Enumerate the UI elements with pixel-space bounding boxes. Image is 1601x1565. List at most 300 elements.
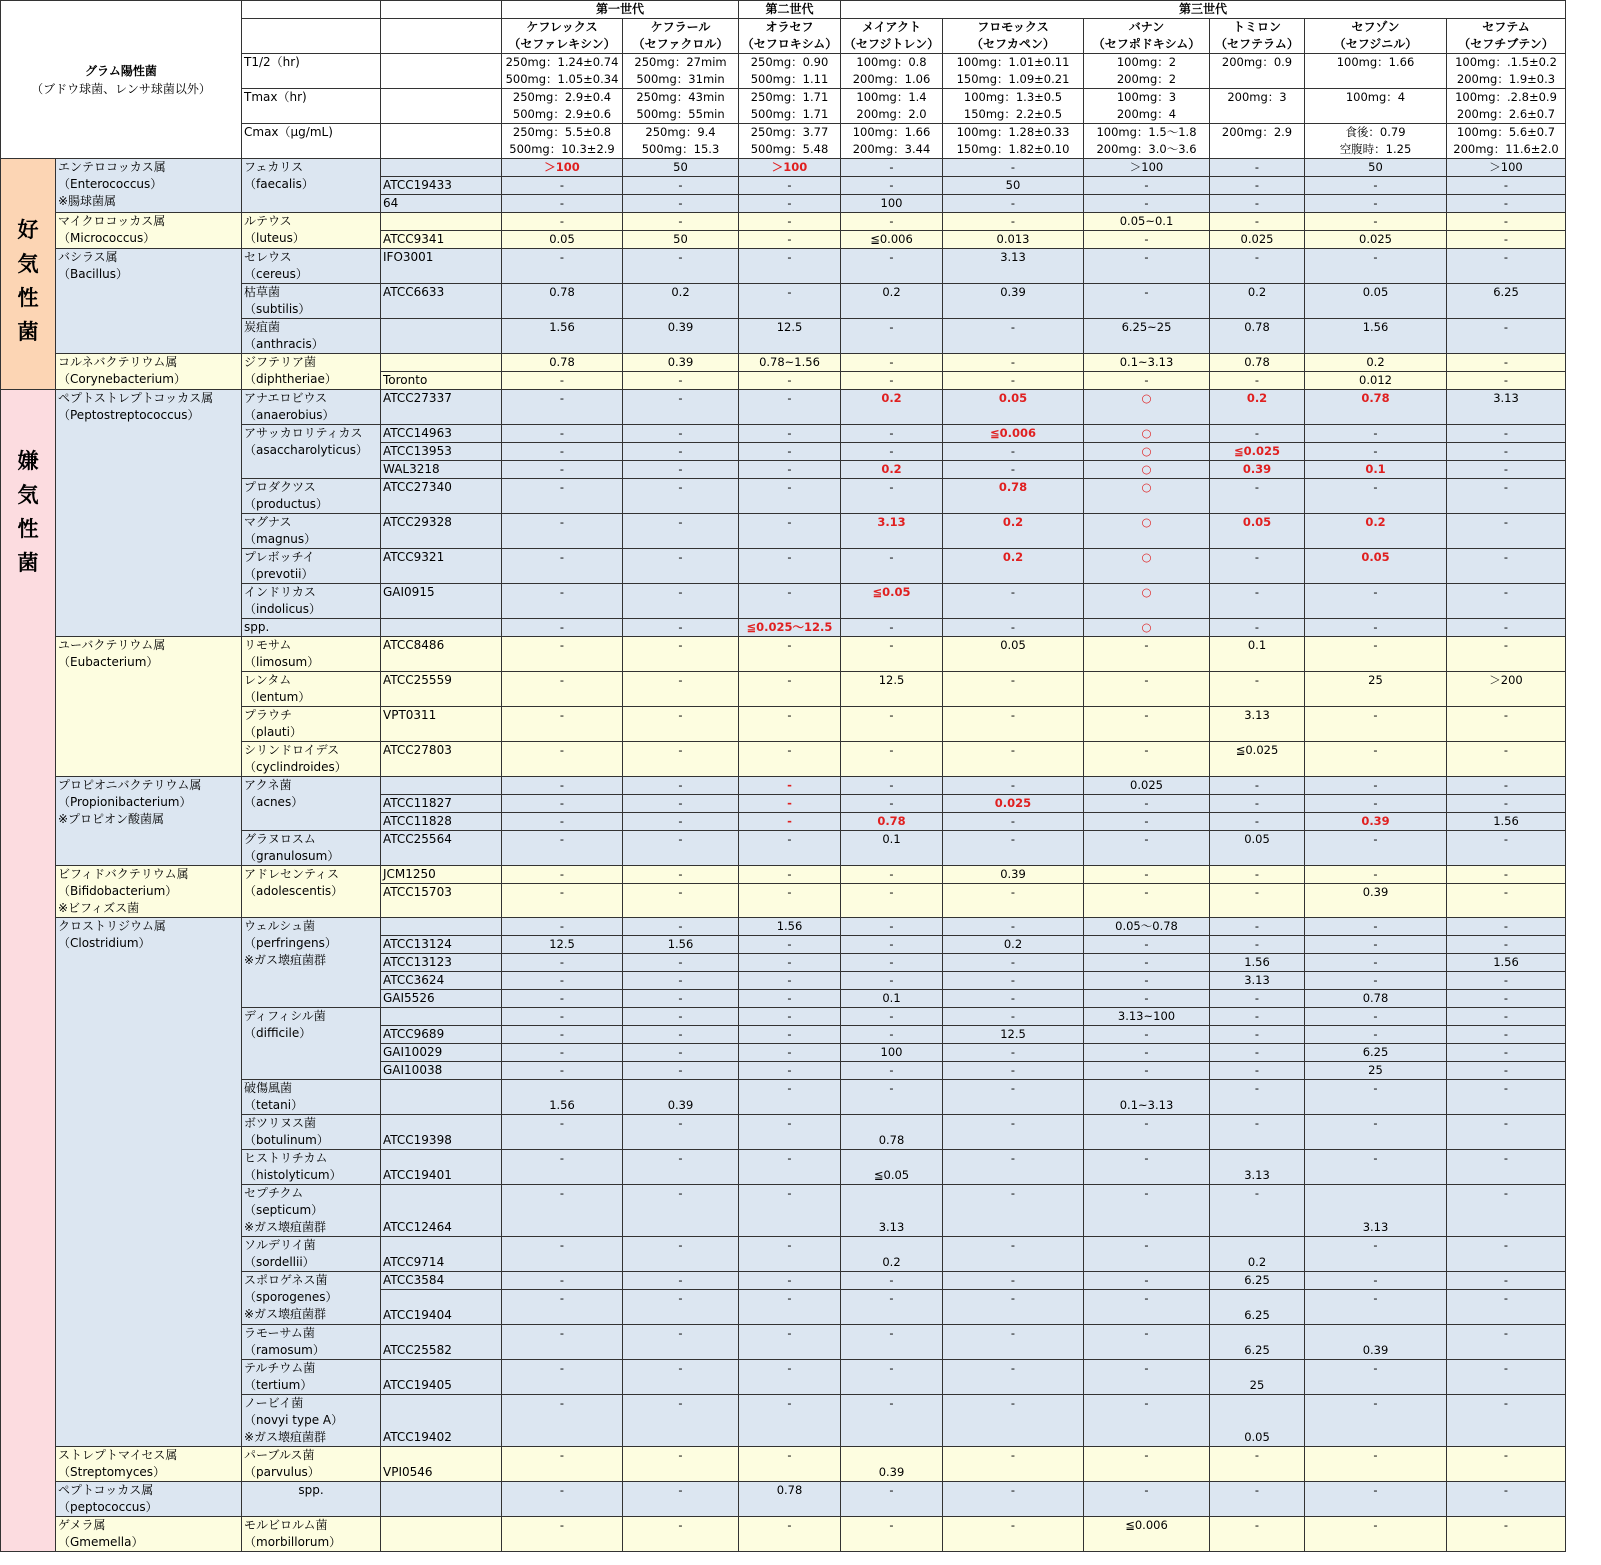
- mic-value: -: [1084, 866, 1210, 884]
- mic-value: -: [739, 1150, 841, 1185]
- strain-id: [381, 1080, 502, 1115]
- mic-value: 0.78~1.56: [739, 354, 841, 372]
- mic-value: -: [1447, 831, 1566, 866]
- mic-value: -: [1210, 813, 1305, 831]
- table-row: [1, 1482, 1566, 1517]
- mic-value: ≦0.025: [1210, 742, 1305, 777]
- mic-value: 0.05: [1210, 1395, 1305, 1447]
- mic-value: 0.2: [841, 461, 943, 479]
- table-row: [1, 777, 1566, 795]
- mic-value: -: [1447, 1447, 1566, 1482]
- mic-value: 1.56: [1447, 954, 1566, 972]
- mic-value: -: [502, 1185, 623, 1237]
- mic-value: -: [739, 514, 841, 549]
- mic-value: 12.5: [943, 1026, 1084, 1044]
- mic-value: -: [1084, 1482, 1210, 1517]
- strain-id: ATCC6633: [381, 284, 502, 319]
- mic-value: -: [739, 1290, 841, 1325]
- mic-value: 0.1~3.13: [1084, 1080, 1210, 1115]
- mic-value: 0.05: [943, 390, 1084, 425]
- mic-value: -: [1305, 1290, 1447, 1325]
- pk-value: 100mg：.2.8±0.9 200mg：2.6±0.7: [1447, 89, 1566, 124]
- mic-value: ≦0.05: [841, 584, 943, 619]
- mic-value: -: [623, 990, 739, 1008]
- mic-value: -: [1084, 1185, 1210, 1237]
- genus-name: ユーバクテリウム属 （Eubacterium）: [56, 637, 242, 777]
- genus-name: エンテロコッカス属 （Enterococcus） ※腸球菌属: [56, 159, 242, 213]
- mic-value: -: [943, 1272, 1084, 1290]
- species-name: レンタム （lentum）: [242, 672, 381, 707]
- mic-value: 3.13~100: [1084, 1008, 1210, 1026]
- mic-value: -: [502, 1150, 623, 1185]
- mic-value: -: [1305, 479, 1447, 514]
- mic-value: -: [623, 461, 739, 479]
- mic-value: -: [739, 1044, 841, 1062]
- mic-value: 0.2: [841, 390, 943, 425]
- mic-value: -: [1447, 1026, 1566, 1044]
- mic-value: -: [1210, 1115, 1305, 1150]
- strain-id: IFO3001: [381, 249, 502, 284]
- mic-value: -: [1210, 1026, 1305, 1044]
- mic-value: 0.1: [841, 990, 943, 1008]
- mic-value: 1.56: [1447, 813, 1566, 831]
- mic-value: 0.1: [841, 831, 943, 866]
- mic-value: -: [1210, 549, 1305, 584]
- mic-value: -: [739, 549, 841, 584]
- mic-value: -: [1210, 213, 1305, 231]
- mic-value: -: [841, 1272, 943, 1290]
- mic-value: -: [623, 1482, 739, 1517]
- strain-id: GAI5526: [381, 990, 502, 1008]
- mic-value: -: [943, 707, 1084, 742]
- table-row: [1, 159, 1566, 177]
- mic-value: -: [502, 443, 623, 461]
- mic-value: -: [1084, 1062, 1210, 1080]
- strain-id: ATCC13123: [381, 954, 502, 972]
- mic-value: -: [1305, 443, 1447, 461]
- mic-value: -: [502, 884, 623, 918]
- mic-value: -: [1447, 195, 1566, 213]
- strain-id: ATCC19404: [381, 1290, 502, 1325]
- pk-value: 200mg：3: [1210, 89, 1305, 124]
- mic-value: -: [623, 831, 739, 866]
- mic-value: -: [1305, 1008, 1447, 1026]
- mic-value: -: [623, 177, 739, 195]
- species-name: モルビロルム菌 （morbillorum）: [242, 1517, 381, 1552]
- mic-value: -: [841, 213, 943, 231]
- mic-value: 0.05~0.1: [1084, 213, 1210, 231]
- pk-value: 100mg：1.66 200mg：3.44: [841, 124, 943, 159]
- mic-value: -: [1084, 1272, 1210, 1290]
- species-name: ウェルシュ菌 （perfringens） ※ガス壊疽菌群: [242, 918, 381, 1008]
- mic-value: -: [943, 954, 1084, 972]
- mic-value: -: [1210, 1185, 1305, 1237]
- mic-value: -: [943, 1360, 1084, 1395]
- mic-value: -: [623, 1325, 739, 1360]
- pk-value: 200mg：0.9: [1210, 54, 1305, 89]
- species-name: グラヌロスム （granulosum）: [242, 831, 381, 866]
- mic-value: 0.39: [943, 866, 1084, 884]
- mic-value: -: [502, 177, 623, 195]
- mic-value: -: [1305, 1237, 1447, 1272]
- mic-value: -: [841, 619, 943, 637]
- species-name: プロダクツス （productus）: [242, 479, 381, 514]
- mic-value: -: [623, 514, 739, 549]
- mic-value: 3.13: [1305, 1185, 1447, 1237]
- mic-value: -: [739, 972, 841, 990]
- pk-value: 100mg：0.8 200mg：1.06: [841, 54, 943, 89]
- mic-value: -: [1447, 354, 1566, 372]
- mic-value: -: [739, 284, 841, 319]
- strain-id: ATCC8486: [381, 637, 502, 672]
- mic-value: -: [739, 213, 841, 231]
- mic-value: -: [623, 1517, 739, 1552]
- mic-value: -: [739, 795, 841, 813]
- mic-value: -: [502, 249, 623, 284]
- mic-value: -: [943, 159, 1084, 177]
- mic-value: -: [1447, 742, 1566, 777]
- mic-value: -: [1447, 1044, 1566, 1062]
- mic-value: -: [739, 1325, 841, 1360]
- mic-value: -: [1210, 159, 1305, 177]
- category-aerobic: 好 気 性 菌: [1, 159, 56, 390]
- mic-value: -: [1447, 319, 1566, 354]
- mic-value: -: [1305, 954, 1447, 972]
- mic-value: 0.2: [841, 284, 943, 319]
- mic-value: 3.13: [1210, 707, 1305, 742]
- mic-value: ≦0.05: [841, 1150, 943, 1185]
- mic-value: 0.05: [1305, 549, 1447, 584]
- mic-value: -: [1447, 514, 1566, 549]
- mic-value: -: [623, 1185, 739, 1237]
- table-row: [1, 213, 1566, 231]
- strain-id: 64: [381, 195, 502, 213]
- mic-value: ○: [1084, 549, 1210, 584]
- mic-value: -: [739, 249, 841, 284]
- mic-value: -: [841, 249, 943, 284]
- mic-value: -: [943, 1062, 1084, 1080]
- mic-value: -: [1447, 177, 1566, 195]
- mic-value: 0.1~3.13: [1084, 354, 1210, 372]
- drug-header: メイアクト （セフジトレン）: [841, 19, 943, 54]
- species-name: パーブルス菌 （parvulus）: [242, 1447, 381, 1482]
- mic-value: -: [841, 1080, 943, 1115]
- mic-value: -: [502, 1360, 623, 1395]
- mic-value: -: [739, 479, 841, 514]
- strain-id: ATCC11828: [381, 813, 502, 831]
- pk-value: 100mg：3 200mg：4: [1084, 89, 1210, 124]
- pk-value: 250mg：27mim 500mg：31min: [623, 54, 739, 89]
- mic-value: -: [739, 1360, 841, 1395]
- genus-name: コルネバクテリウム属 （Corynebacterium）: [56, 354, 242, 390]
- mic-value: 6.25: [1447, 284, 1566, 319]
- mic-value: -: [1210, 1482, 1305, 1517]
- species-name: ボツリヌス菌 （botulinum）: [242, 1115, 381, 1150]
- pk-value: 100mg：2 200mg：2: [1084, 54, 1210, 89]
- mic-value: -: [841, 1008, 943, 1026]
- mic-value: 3.13: [841, 1185, 943, 1237]
- mic-value: -: [1447, 866, 1566, 884]
- mic-value: -: [739, 1080, 841, 1115]
- mic-value: -: [943, 461, 1084, 479]
- mic-value: -: [1305, 1080, 1447, 1115]
- mic-value: ≦0.006: [1084, 1517, 1210, 1552]
- mic-value: -: [739, 1026, 841, 1044]
- species-name: ルテウス （luteus）: [242, 213, 381, 249]
- mic-value: -: [502, 742, 623, 777]
- mic-value: -: [841, 1482, 943, 1517]
- mic-value: -: [1447, 1517, 1566, 1552]
- strain-id: ATCC27337: [381, 390, 502, 425]
- mic-value: -: [943, 372, 1084, 390]
- mic-value: -: [1305, 1150, 1447, 1185]
- table-subtitle: （ブドウ球菌、レンサ球菌以外）: [31, 81, 211, 96]
- mic-value: -: [841, 1517, 943, 1552]
- mic-value: -: [943, 319, 1084, 354]
- pk-value: 100mg：1.01±0.11 150mg：1.09±0.21: [943, 54, 1084, 89]
- pk-value: 250mg：0.90 500mg：1.11: [739, 54, 841, 89]
- mic-value: -: [841, 354, 943, 372]
- strain-id: ATCC13124: [381, 936, 502, 954]
- mic-value: -: [1084, 1115, 1210, 1150]
- mic-value: 0.78: [502, 284, 623, 319]
- mic-value: -: [1210, 990, 1305, 1008]
- species-name: ジフテリア菌 （diphtheriae）: [242, 354, 381, 390]
- pk-value: 250mg：1.24±0.74 500mg：1.05±0.34: [502, 54, 623, 89]
- pk-label: Tmax（hr): [242, 89, 381, 124]
- genus-name: ペプトストレプトコッカス属 （Peptostreptococcus）: [56, 390, 242, 637]
- mic-value: 6.25: [1305, 1044, 1447, 1062]
- mic-value: -: [841, 1395, 943, 1447]
- strain-id: ATCC19402: [381, 1395, 502, 1447]
- mic-value: -: [841, 1360, 943, 1395]
- mic-value: -: [502, 1062, 623, 1080]
- mic-value: -: [841, 1062, 943, 1080]
- table-row: [1, 1517, 1566, 1552]
- mic-value: -: [623, 213, 739, 231]
- mic-value: -: [841, 1290, 943, 1325]
- drug-header: ケフレックス （セファレキシン）: [502, 19, 623, 54]
- mic-value: -: [739, 1517, 841, 1552]
- strain-id: Toronto: [381, 372, 502, 390]
- mic-value: -: [502, 954, 623, 972]
- table-row: [1, 637, 1566, 672]
- mic-value: -: [1210, 619, 1305, 637]
- strain-id: ATCC19405: [381, 1360, 502, 1395]
- strain-id: [381, 777, 502, 795]
- mic-value: -: [623, 672, 739, 707]
- mic-value: -: [943, 1150, 1084, 1185]
- mic-value: 0.2: [1305, 514, 1447, 549]
- mic-value: 0.39: [1210, 461, 1305, 479]
- mic-value: -: [841, 1325, 943, 1360]
- mic-value: -: [1305, 1360, 1447, 1395]
- mic-value: -: [1447, 1482, 1566, 1517]
- mic-value: 0.78: [841, 813, 943, 831]
- mic-value: -: [739, 777, 841, 795]
- mic-value: -: [739, 461, 841, 479]
- pk-value: 250mg：3.77 500mg：5.48: [739, 124, 841, 159]
- pk-value: 100mg：1.4 200mg：2.0: [841, 89, 943, 124]
- mic-value: -: [943, 1517, 1084, 1552]
- table-title-cell: [1, 1, 242, 159]
- mic-value: -: [1084, 249, 1210, 284]
- mic-value: 0.2: [1210, 1237, 1305, 1272]
- species-name: インドリカス （indolicus）: [242, 584, 381, 619]
- mic-value: 0.013: [943, 231, 1084, 249]
- mic-value: -: [1210, 884, 1305, 918]
- mic-value: -: [1305, 637, 1447, 672]
- mic-value: -: [1447, 461, 1566, 479]
- genus-name: ゲメラ属 （Gmemella）: [56, 1517, 242, 1552]
- mic-value: -: [1305, 619, 1447, 637]
- species-name: アナエロビウス （anaerobius）: [242, 390, 381, 425]
- mic-value: -: [841, 443, 943, 461]
- mic-value: -: [739, 1062, 841, 1080]
- mic-value: -: [1210, 1447, 1305, 1482]
- mic-value: -: [502, 479, 623, 514]
- mic-value: -: [1084, 1044, 1210, 1062]
- mic-value: -: [502, 195, 623, 213]
- mic-value: 0.05: [943, 637, 1084, 672]
- species-name: プラウチ （plauti）: [242, 707, 381, 742]
- mic-value: -: [502, 1044, 623, 1062]
- strain-id: ATCC25564: [381, 831, 502, 866]
- mic-value: -: [841, 866, 943, 884]
- mic-value: -: [1447, 1395, 1566, 1447]
- mic-value: -: [1084, 1325, 1210, 1360]
- table-row: [1, 1447, 1566, 1482]
- mic-value: 0.2: [943, 514, 1084, 549]
- mic-value: -: [502, 918, 623, 936]
- mic-value: -: [943, 1080, 1084, 1115]
- mic-value: -: [1210, 1062, 1305, 1080]
- mic-value: -: [1210, 918, 1305, 936]
- mic-value: 50: [623, 159, 739, 177]
- pk-value: 250mg：43min 500mg：55min: [623, 89, 739, 124]
- mic-value: -: [1447, 372, 1566, 390]
- strain-id: [381, 213, 502, 231]
- mic-value: -: [841, 372, 943, 390]
- mic-value: -: [739, 707, 841, 742]
- strain-id: [381, 354, 502, 372]
- mic-value: 6.25: [1210, 1290, 1305, 1325]
- mic-value: -: [1305, 1026, 1447, 1044]
- mic-value: -: [943, 1447, 1084, 1482]
- mic-value: -: [841, 425, 943, 443]
- species-name: セプチクム （septicum） ※ガス壊疽菌群: [242, 1185, 381, 1237]
- genus-name: ビフィドバクテリウム属 （Bifidobacterium） ※ビフィズス菌: [56, 866, 242, 918]
- mic-value: -: [1210, 177, 1305, 195]
- mic-value: -: [1210, 195, 1305, 213]
- mic-value: -: [1447, 1115, 1566, 1150]
- mic-value: 25: [1305, 672, 1447, 707]
- mic-value: -: [1084, 936, 1210, 954]
- mic-value: -: [739, 884, 841, 918]
- mic-value: -: [943, 1325, 1084, 1360]
- mic-value: 0.025: [943, 795, 1084, 813]
- mic-value: -: [739, 177, 841, 195]
- pk-value: 100mg：1.66: [1305, 54, 1447, 89]
- mic-value: 3.13: [1210, 972, 1305, 990]
- mic-value: -: [943, 918, 1084, 936]
- mic-value: -: [739, 425, 841, 443]
- mic-value: ○: [1084, 479, 1210, 514]
- mic-value: -: [1305, 1482, 1447, 1517]
- mic-value: -: [943, 672, 1084, 707]
- mic-value: -: [1447, 637, 1566, 672]
- mic-value: -: [739, 831, 841, 866]
- mic-value: -: [502, 637, 623, 672]
- mic-value: -: [623, 479, 739, 514]
- mic-value: 0.39: [623, 354, 739, 372]
- mic-value: -: [1084, 954, 1210, 972]
- species-name: ノービイ菌 （novyi type A） ※ガス壊疽菌群: [242, 1395, 381, 1447]
- mic-value: 0.2: [943, 549, 1084, 584]
- mic-value: 0.78: [1305, 390, 1447, 425]
- mic-value: -: [943, 1185, 1084, 1237]
- mic-value: ○: [1084, 461, 1210, 479]
- mic-value: -: [623, 619, 739, 637]
- mic-value: -: [1084, 707, 1210, 742]
- drug-header: トミロン （セフテラム）: [1210, 19, 1305, 54]
- mic-value: -: [502, 990, 623, 1008]
- strain-id: ATCC14963: [381, 425, 502, 443]
- mic-value: -: [841, 479, 943, 514]
- mic-value: -: [943, 619, 1084, 637]
- mic-value: -: [623, 1395, 739, 1447]
- mic-value: -: [623, 707, 739, 742]
- mic-value: -: [1447, 1290, 1566, 1325]
- strain-id: ATCC12464: [381, 1185, 502, 1237]
- mic-value: -: [1084, 637, 1210, 672]
- mic-value: ○: [1084, 619, 1210, 637]
- mic-value: -: [1084, 284, 1210, 319]
- mic-value: -: [1447, 425, 1566, 443]
- species-name: ラモーサム菌 （ramosum）: [242, 1325, 381, 1360]
- mic-value: -: [502, 777, 623, 795]
- mic-value: -: [943, 972, 1084, 990]
- mic-value: -: [623, 972, 739, 990]
- mic-value: -: [1210, 479, 1305, 514]
- strain-id: ATCC9341: [381, 231, 502, 249]
- strain-id: ATCC3624: [381, 972, 502, 990]
- mic-value: -: [1084, 795, 1210, 813]
- mic-value: -: [739, 195, 841, 213]
- mic-value: 0.78: [1210, 319, 1305, 354]
- mic-value: 0.05～0.78: [1084, 918, 1210, 936]
- mic-value: -: [739, 231, 841, 249]
- mic-value: ＞100: [1084, 159, 1210, 177]
- mic-value: -: [1305, 584, 1447, 619]
- species-name: テルチウム菌 （tertium）: [242, 1360, 381, 1395]
- mic-value: 25: [1210, 1360, 1305, 1395]
- mic-value: -: [502, 813, 623, 831]
- mic-value: -: [943, 195, 1084, 213]
- pk-label: T1/2（hr): [242, 54, 381, 89]
- mic-value: -: [943, 1395, 1084, 1447]
- mic-value: 12.5: [739, 319, 841, 354]
- strain-id: ATCC13953: [381, 443, 502, 461]
- mic-value: -: [1447, 884, 1566, 918]
- mic-value: 1.56: [1210, 954, 1305, 972]
- strain-id: [381, 1517, 502, 1552]
- mic-value: -: [502, 1447, 623, 1482]
- mic-value: ＞100: [739, 159, 841, 177]
- species-name: シリンドロイデス （cyclindroides）: [242, 742, 381, 777]
- mic-value: -: [943, 354, 1084, 372]
- mic-value: -: [841, 637, 943, 672]
